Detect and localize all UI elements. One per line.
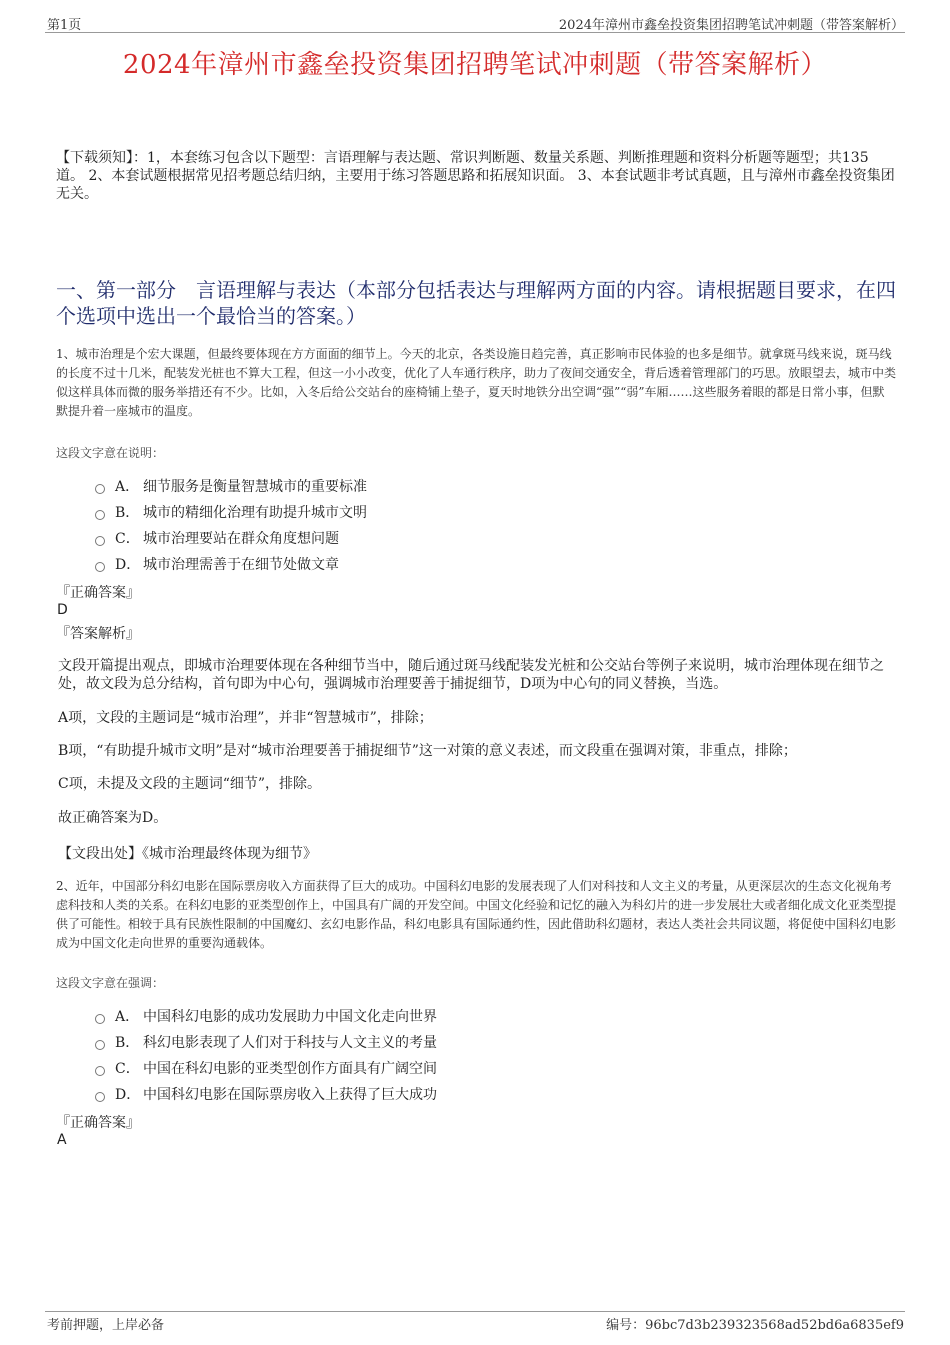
option-letter: A． <box>115 1009 140 1025</box>
footer-slogan: 考前押题，上岸必备 <box>47 1318 165 1333</box>
radio-icon[interactable] <box>95 1040 105 1050</box>
option-text: 中国科幻电影的成功发展助力中国文化走向世界 <box>143 1009 437 1025</box>
option-letter: A． <box>115 479 140 495</box>
q2-answer: A <box>57 1132 67 1148</box>
option-text: 细节服务是衡量智慧城市的重要标准 <box>143 479 367 495</box>
option-text: 城市治理要站在群众角度想问题 <box>143 531 339 547</box>
q1-analysis-conclusion: 故正确答案为D。 <box>58 810 168 826</box>
q2-option-b[interactable] <box>95 1029 437 1055</box>
q1-option-a[interactable] <box>95 473 367 499</box>
q1-answer: D <box>57 602 68 618</box>
q2-prompt: 这段文字意在强调： <box>56 976 165 990</box>
q2-option-a[interactable] <box>95 1003 437 1029</box>
q1-option-c[interactable] <box>95 525 367 551</box>
option-letter: C． <box>115 1061 140 1077</box>
q1-analysis-main: 文段开篇提出观点，即城市治理要体现在各种细节当中，随后通过斑马线配装发光桩和公交站台等例子来说明，城市治理体现在细节之处，故文段为总分结构，首句即为中心句，强调城市治理要善于捕捉细节，D项为中心句的同义替换，当选。 <box>58 658 884 692</box>
radio-icon[interactable] <box>95 562 105 572</box>
radio-icon[interactable] <box>95 510 105 520</box>
option-text: 科幻电影表现了人们对于科技与人文主义的考量 <box>143 1035 437 1051</box>
footer-doc-id: 编号：96bc7d3b239323568ad52bd6a6835ef9 <box>606 1318 904 1333</box>
radio-icon[interactable] <box>95 484 105 494</box>
q1-analysis-label: 『答案解析』 <box>56 626 140 642</box>
download-notice: 【下载须知】：1，本套练习包含以下题型：言语理解与表达题、常识判断题、数量关系题、判断推理题和资料分析题等题型；共135道。 2、本套试题根据常见招考题总结归纳，主要用于练习答题思路和拓展知识面。 3、本套试题非考试真题，且与漳州市鑫垒投资集团无关。 <box>56 150 895 202</box>
option-letter: B． <box>115 1035 140 1051</box>
radio-icon[interactable] <box>95 1014 105 1024</box>
q2-option-c[interactable] <box>95 1055 437 1081</box>
q1-analysis-c: C项，未提及文段的主题词“细节”，排除。 <box>58 776 322 792</box>
q2-option-d[interactable] <box>95 1081 437 1107</box>
q1-answer-label: 『正确答案』 <box>56 585 140 601</box>
q1-prompt: 这段文字意在说明： <box>56 446 165 460</box>
option-text: 城市的精细化治理有助提升城市文明 <box>143 505 367 521</box>
q1-option-b[interactable] <box>95 499 367 525</box>
option-letter: D． <box>115 557 141 573</box>
q1-source: 【文段出处】《城市治理最终体现为细节》 <box>58 846 317 862</box>
q1-passage: 1、城市治理是个宏大课题，但最终要体现在方方面面的细节上。今天的北京，各类设施日趋完善，真正影响市民体验的也多是细节。就拿斑马线来说，斑马线的长度不过十几米，配装发光桩也不算大工程，但这一小小改变，优化了人车通行秩序，助力了夜间交通安全，背后透着管理部门的巧思。放眼望去，城市中类似这样具体而微的服务举措还有不少。比如，入冬后给公交站台的座椅铺上垫子，夏天时地铁分出空调“强”“弱”车厢……这些服务着眼的都是日常小事，但默默提升着一座城市的温度。 <box>56 347 897 418</box>
page-title: 2024年漳州市鑫垒投资集团招聘笔试冲刺题（带答案解析） <box>122 50 828 80</box>
q2-options <box>95 1003 437 1107</box>
option-text: 中国在科幻电影的亚类型创作方面具有广阔空间 <box>143 1061 437 1077</box>
radio-icon[interactable] <box>95 1092 105 1102</box>
radio-icon[interactable] <box>95 536 105 546</box>
option-letter: D． <box>115 1087 141 1103</box>
section-heading: 一、第一部分 言语理解与表达（本部分包括表达与理解两方面的内容。请根据题目要求，在四个选项中选出一个最恰当的答案。） <box>56 278 896 328</box>
footer-divider <box>45 1311 905 1312</box>
q2-answer-label: 『正确答案』 <box>56 1115 140 1131</box>
q1-options <box>95 473 367 577</box>
option-text: 城市治理需善于在细节处做文章 <box>143 557 339 573</box>
option-letter: C． <box>115 531 140 547</box>
q1-analysis-b: B项，“有助提升城市文明”是对“城市治理要善于捕捉细节”这一对策的意义表述，而文段重在强调对策，非重点，排除； <box>58 743 797 759</box>
radio-icon[interactable] <box>95 1066 105 1076</box>
q1-option-d[interactable] <box>95 551 367 577</box>
header-doc-title: 2024年漳州市鑫垒投资集团招聘笔试冲刺题（带答案解析） <box>558 18 904 33</box>
page-number: 第1页 <box>47 18 82 33</box>
q2-passage: 2、近年，中国部分科幻电影在国际票房收入方面获得了巨大的成功。中国科幻电影的发展表现了人们对科技和人文主义的考量，从更深层次的生态文化视角考虑科技和人类的关系。在科幻电影的亚类型创作上，中国具有广阔的开发空间。中国文化经验和记忆的融入为科幻片的进一步发展壮大或者细化成文化亚类型提供了可能性。相较于具有民族性限制的中国魔幻、玄幻电影作品，科幻电影具有国际通约性，因此借助科幻题材，表达人类社会共同议题，将促使中国科幻电影成为中国文化走向世界的重要沟通载体。 <box>56 879 897 950</box>
q1-analysis-a: A项，文段的主题词是“城市治理”，并非“智慧城市”，排除； <box>58 710 433 726</box>
option-letter: B． <box>115 505 140 521</box>
option-text: 中国科幻电影在国际票房收入上获得了巨大成功 <box>143 1087 437 1103</box>
header-divider <box>45 32 905 33</box>
